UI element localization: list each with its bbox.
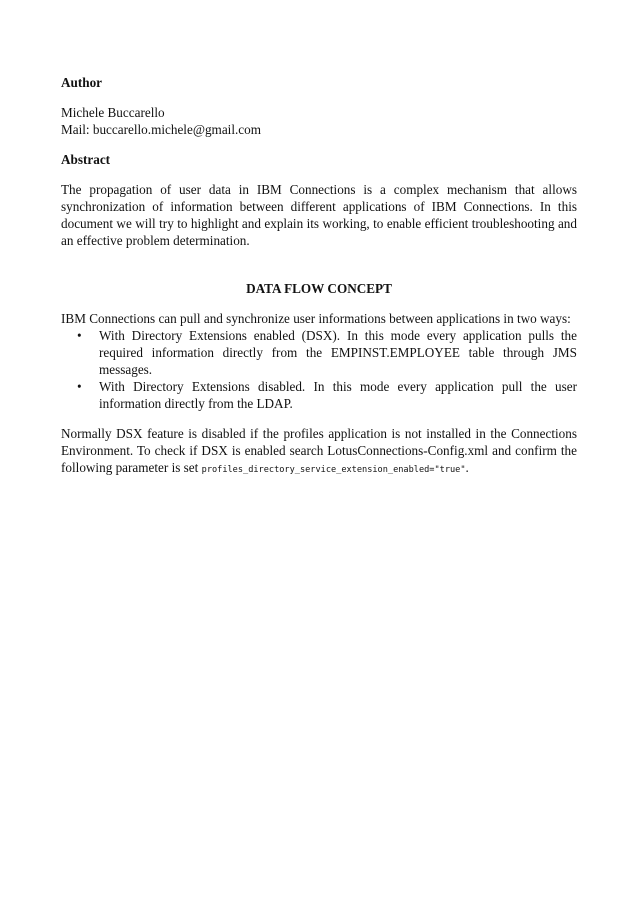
section-title: DATA FLOW CONCEPT	[246, 281, 392, 296]
closing-paragraph	[61, 425, 577, 479]
closing-end: .	[465, 460, 469, 475]
bullet-text: With Directory Extensions disabled. In this mode every application pull the user information directly from the LDAP.	[99, 379, 577, 411]
config-parameter-code: profiles_directory_service_extension_enabled="true"	[201, 465, 466, 475]
document-page	[61, 74, 577, 479]
bullet-list	[61, 327, 577, 412]
section-intro: IBM Connections can pull and synchronize user informations between applications in two ways:	[61, 311, 571, 326]
bullet-icon: •	[77, 379, 82, 394]
author-name: Michele Buccarello	[61, 105, 165, 120]
bullet-text: With Directory Extensions enabled (DSX). In this mode every application pulls the required information directly from the EMPINST.EMPLOYEE table through JMS messages.	[99, 328, 577, 377]
abstract-heading: Abstract	[61, 152, 111, 167]
abstract-text: The propagation of user data in IBM Connections is a complex mechanism that allows synchronization of information between different applications of IBM Connections. In this document we will try to highlight and explain its working, to enable efficient troubleshooting and an effective problem determination.	[61, 182, 577, 248]
author-heading: Author	[61, 75, 103, 90]
bullet-icon: •	[77, 328, 82, 343]
author-mail: Mail: buccarello.michele@gmail.com	[61, 122, 261, 137]
bullet-item-dsx-disabled	[61, 378, 577, 412]
closing-text: Normally DSX feature is disabled if the profiles application is not installed in the Connections Environment. To check if DSX is enabled search LotusConnections-Config.xml and confirm the following parameter is set	[61, 426, 577, 475]
bullet-item-dsx-enabled	[61, 327, 577, 378]
